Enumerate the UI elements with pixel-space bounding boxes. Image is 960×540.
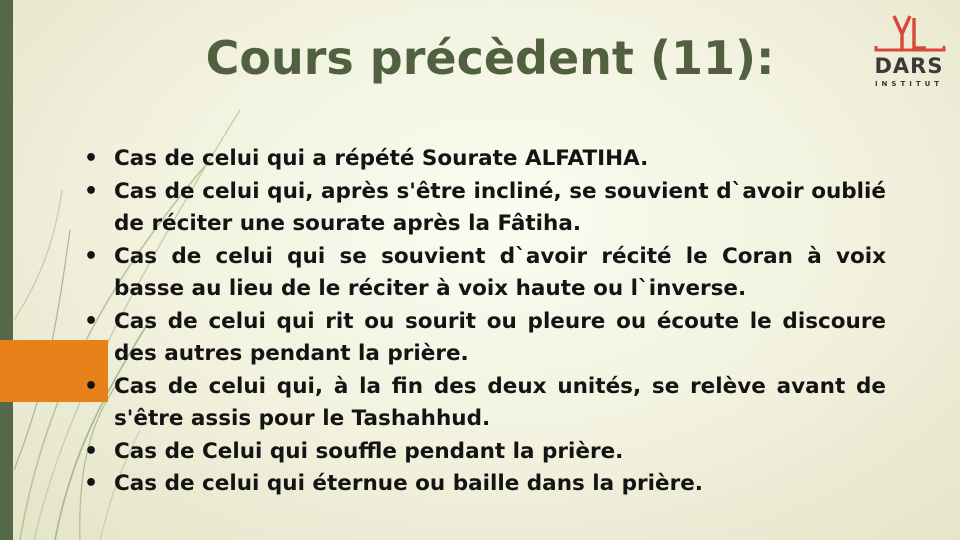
bullet-item bbox=[84, 241, 886, 306]
bullet-text: Cas de celui qui éternue ou baille dans la prière. bbox=[114, 471, 703, 496]
slide-title: Cours précèdent (11): bbox=[205, 31, 775, 85]
bullet-text: Cas de Celui qui souffle pendant la prière. bbox=[114, 438, 624, 464]
bullet-dot-icon: • bbox=[84, 373, 99, 399]
bullet-list bbox=[84, 143, 886, 501]
dars-logo bbox=[870, 14, 950, 100]
bullet-item bbox=[84, 468, 886, 501]
bullet-text: Cas de celui qui rit ou sourit ou pleure ou écoute le discoure des autres pendant la prière. bbox=[114, 308, 886, 366]
bullet-text: Cas de celui qui, à la fin des deux unités, se relève avant de s'être assis pour le Tashahhud. bbox=[114, 373, 886, 431]
left-accent-bar bbox=[0, 0, 13, 540]
bullet-item bbox=[84, 176, 886, 241]
bullet-dot-icon: • bbox=[84, 308, 99, 334]
bullet-item bbox=[84, 143, 886, 176]
bullet-dot-icon: • bbox=[84, 178, 99, 204]
bullet-dot-icon: • bbox=[84, 243, 99, 269]
logo-subtitle: INSTITUT bbox=[874, 80, 944, 88]
bullet-dot-icon: • bbox=[84, 438, 99, 464]
bullet-text: Cas de celui qui se souvient d`avoir récité le Coran à voix basse au lieu de le réciter à voix haute ou l`inverse. bbox=[114, 243, 886, 301]
bullet-text: Cas de celui qui a répété Sourate ALFATIHA. bbox=[114, 146, 649, 171]
logo-name: DARS bbox=[874, 54, 944, 78]
bullet-item bbox=[84, 436, 886, 469]
bullet-dot-icon: • bbox=[84, 471, 99, 496]
bullet-item bbox=[84, 371, 886, 436]
bullet-dot-icon: • bbox=[84, 146, 99, 171]
bullet-text: Cas de celui qui, après s'être incliné, se souvient d`avoir oublié de réciter une sourate après la Fâtiha. bbox=[114, 178, 886, 236]
bullet-item bbox=[84, 306, 886, 371]
